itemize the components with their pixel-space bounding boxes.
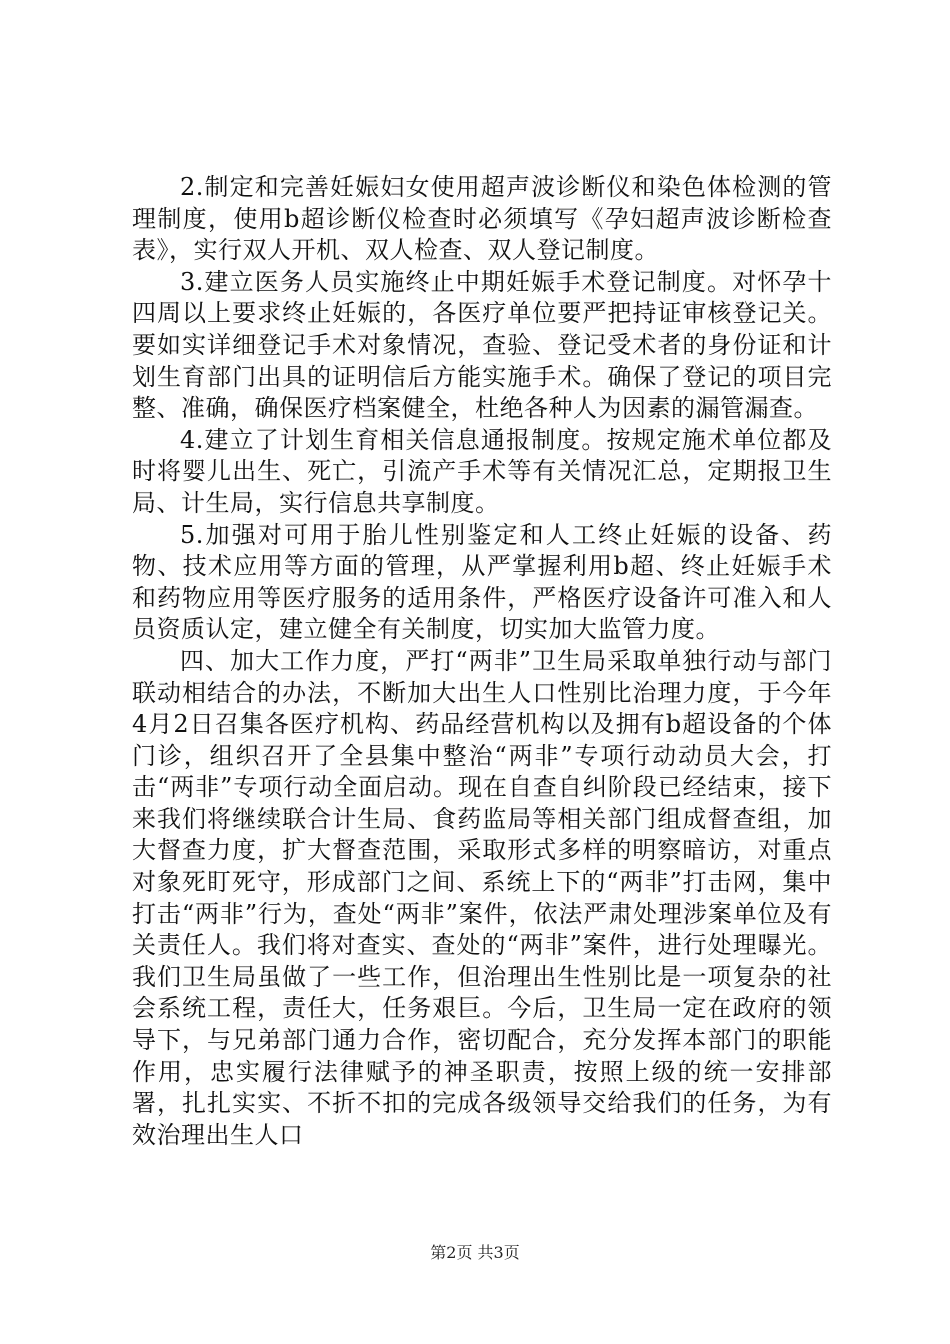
paragraph-section-four: 四、加大工作力度，严打“两非”卫生局采取单独行动与部门联动相结合的办法，不断加大出生人口性别比治理力度，于今年4月2日召集各医疗机构、药品经营机构以及拥有b超设备的个体门诊，组织召开了全县集中整治“两非”专项行动动员大会，打击“两非”专项行动全面启动。现在自查自纠阶段已经结束，接下来我们将继续联合计生局、食药监局等相关部门组成督查组，加大督查力度，扩大督查范围，采取形式多样的明察暗访，对重点对象死盯死守，形成部门之间、系统上下的“两非”打击网，集中打击“两非”行为，查处“两非”案件，依法严肃处理涉案单位及有关责任人。我们将对查实、查处的“两非”案件，进行处理曝光。我们卫生局虽做了一些工作，但治理出生性别比是一项复杂的社会系统工程，责任大，任务艰巨。今后，卫生局一定在政府的领导下，与兄弟部门通力合作，密切配合，充分发挥本部门的职能作用，忠实履行法律赋予的神圣职责，按照上级的统一安排部署，扎扎实实、不折不扣的完成各级领导交给我们的任务，为有效治理出生人口	[132, 646, 832, 1149]
body-text	[132, 172, 832, 1151]
page-footer: 第2页 共3页	[430, 1243, 520, 1262]
paragraph-item-4: 4.建立了计划生育相关信息通报制度。按规定施术单位都及时将婴儿出生、死亡，引流产手术等有关情况汇总，定期报卫生局、计生局，实行信息共享制度。	[132, 425, 832, 517]
paragraph-item-3: 3.建立医务人员实施终止中期妊娠手术登记制度。对怀孕十四周以上要求终止妊娠的，各医疗单位要严把持证审核登记关。要如实详细登记手术对象情况，查验、登记受术者的身份证和计划生育部门出具的证明信后方能实施手术。确保了登记的项目完整、准确，确保医疗档案健全，杜绝各种人为因素的漏管漏查。	[132, 267, 832, 423]
paragraph-item-5: 5.加强对可用于胎儿性别鉴定和人工终止妊娠的设备、药物、技术应用等方面的管理，从严掌握利用b超、终止妊娠手术和药物应用等医疗服务的适用条件，严格医疗设备许可准入和人员资质认定，建立健全有关制度，切实加大监管力度。	[132, 520, 832, 644]
paragraph-item-2: 2.制定和完善妊娠妇女使用超声波诊断仪和染色体检测的管理制度，使用b超诊断仪检查时必须填写《孕妇超声波诊断检查表》，实行双人开机、双人检查、双人登记制度。	[132, 173, 832, 265]
